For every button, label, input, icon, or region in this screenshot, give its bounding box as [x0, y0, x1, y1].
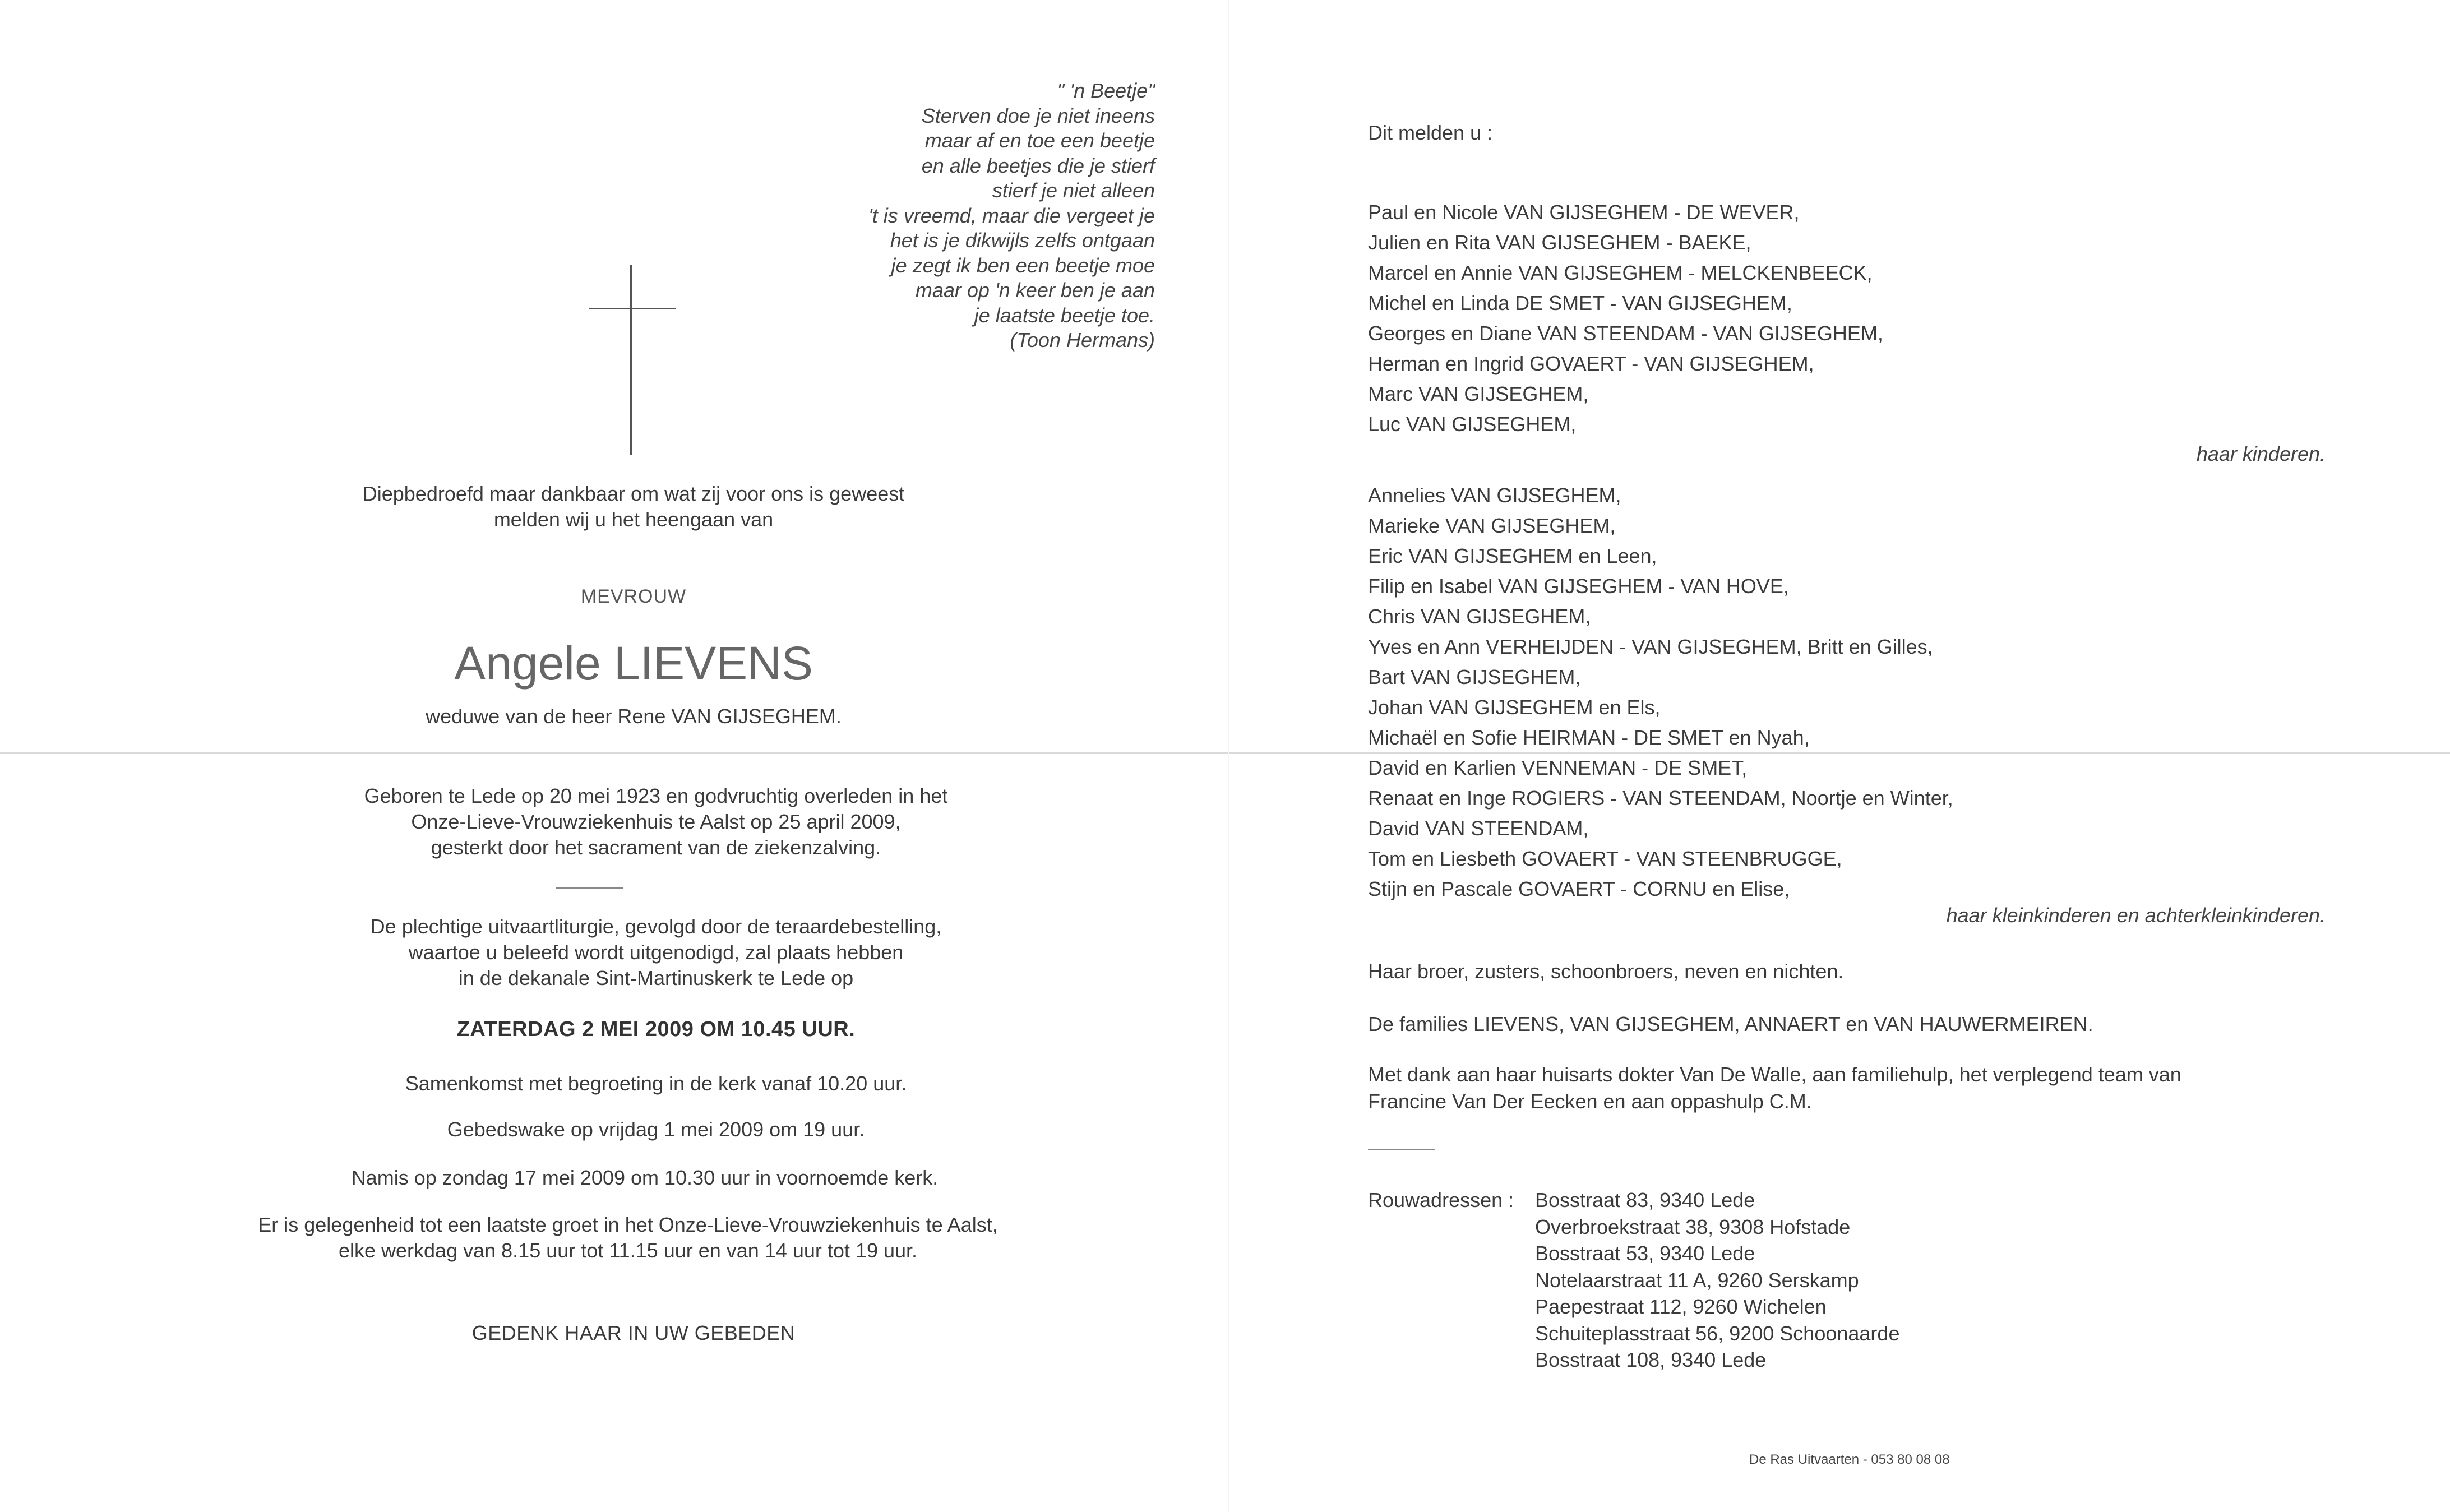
list-item: Marc VAN GIJSEGHEM, — [1368, 382, 1589, 405]
remember-text: GEDENK HAAR IN UW GEBEDEN — [471, 1321, 796, 1344]
separator — [556, 887, 623, 889]
list-item: Michel en Linda DE SMET - VAN GIJSEGHEM, — [1368, 292, 1792, 315]
birth-line: Geboren te Lede op 20 mei 1923 en godvruchtig overleden in het — [364, 784, 948, 807]
address-line: Overbroekstraat 38, 9308 Hofstade — [1535, 1215, 1851, 1238]
liturgy-line: waartoe u beleefd wordt uitgenodigd, zal plaats hebben — [408, 941, 904, 964]
list-item: Michaël en Sofie HEIRMAN - DE SMET en Nyah, — [1368, 726, 1810, 749]
list-item: Eric VAN GIJSEGHEM en Leen, — [1368, 544, 1657, 567]
prayer-vigil-text: Gebedswake op vrijdag 1 mei 2009 om 19 uur. — [447, 1118, 865, 1141]
list-item: Annelies VAN GIJSEGHEM, — [1368, 484, 1621, 507]
grandchildren-label: haar kleinkinderen en achterkleinkinderen. — [1946, 904, 2326, 927]
mourning-addresses-label: Rouwadressen : — [1368, 1189, 1514, 1212]
thanks-line: Francine Van Der Eecken en aan oppashulp C.M. — [1368, 1090, 1812, 1113]
address-line: Bosstraat 108, 9340 Lede — [1535, 1348, 1767, 1371]
birth-death-text — [224, 783, 1088, 861]
poem-line: " 'n Beetje" — [1057, 79, 1155, 102]
children-list — [1368, 197, 1883, 440]
siblings-line: Haar broer, zusters, schoonbroers, neven en nichten. — [1368, 960, 1844, 983]
memorial-mass-text: Namis op zondag 17 mei 2009 om 10.30 uur in voornoemde kerk. — [351, 1166, 939, 1189]
poem-line: 't is vreemd, maar die vergeet je — [868, 204, 1155, 227]
intro-line: Diepbedroefd maar dankbaar om wat zij voor ons is geweest — [362, 482, 905, 505]
list-item: Herman en Ingrid GOVAERT - VAN GIJSEGHEM, — [1368, 352, 1814, 375]
poem-line: stierf je niet alleen — [992, 179, 1155, 202]
liturgy-line: in de dekanale Sint-Martinuskerk te Lede op — [458, 967, 854, 989]
list-item: Tom en Liesbeth GOVAERT - VAN STEENBRUGGE, — [1368, 847, 1842, 870]
poem-line: en alle beetjes die je stierf — [921, 154, 1155, 177]
poem-line: je laatste beetje toe. — [974, 303, 1155, 327]
families-line: De families LIEVENS, VAN GIJSEGHEM, ANNAERT en VAN HAUWERMEIREN. — [1368, 1012, 2093, 1035]
list-item: Filip en Isabel VAN GIJSEGHEM - VAN HOVE, — [1368, 575, 1789, 598]
children-label: haar kinderen. — [2196, 442, 2326, 465]
list-item: Johan VAN GIJSEGHEM en Els, — [1368, 696, 1661, 719]
address-line: Schuiteplasstraat 56, 9200 Schoonaarde — [1535, 1321, 1900, 1345]
thanks-line: Met dank aan haar huisarts dokter Van De Walle, aan familiehulp, het verplegend team van — [1368, 1063, 2181, 1086]
list-item: David VAN STEENDAM, — [1368, 817, 1589, 840]
poem-line: maar op 'n keer ben je aan — [915, 279, 1155, 302]
funeral-home-footer: De Ras Uitvaarten - 053 80 08 08 — [1749, 1452, 1950, 1467]
list-item: Stijn en Pascale GOVAERT - CORNU en Elise, — [1368, 877, 1790, 900]
birth-line: gesterkt door het sacrament van de ziekenzalving. — [431, 836, 881, 859]
farewell-line: elke werkdag van 8.15 uur tot 11.15 uur en van 14 uur tot 19 uur. — [338, 1239, 918, 1262]
liturgy-text — [224, 914, 1088, 991]
gathering-text: Samenkomst met begroeting in de kerk vanaf 10.20 uur. — [405, 1072, 907, 1095]
poem-line: het is je dikwijls zelfs ontgaan — [890, 229, 1155, 252]
poem — [650, 78, 1155, 353]
list-item: Marcel en Annie VAN GIJSEGHEM - MELCKENBEECK, — [1368, 261, 1873, 284]
list-item: Georges en Diane VAN STEENDAM - VAN GIJSEGHEM, — [1368, 322, 1883, 345]
grandchildren-list — [1368, 480, 1953, 904]
address-line: Bosstraat 53, 9340 Lede — [1535, 1242, 1755, 1265]
poem-author: (Toon Hermans) — [1010, 329, 1155, 352]
address-line: Notelaarstraat 11 A, 9260 Serskamp — [1535, 1268, 1859, 1292]
announcement-heading: Dit melden u : — [1368, 121, 1493, 144]
list-item: Julien en Rita VAN GIJSEGHEM - BAEKE, — [1368, 231, 1751, 254]
list-item: Marieke VAN GIJSEGHEM, — [1368, 514, 1616, 537]
poem-line: Sterven doe je niet ineens — [921, 104, 1155, 127]
farewell-line: Er is gelegenheid tot een laatste groet in het Onze-Lieve-Vrouwziekenhuis te Aalst, — [258, 1213, 998, 1236]
address-line: Bosstraat 83, 9340 Lede — [1535, 1189, 1755, 1212]
list-item: Yves en Ann VERHEIJDEN - VAN GIJSEGHEM, Britt en Gilles, — [1368, 635, 1933, 658]
poem-line: maar af en toe een beetje — [924, 129, 1155, 152]
liturgy-line: De plechtige uitvaartliturgie, gevolgd door de teraardebestelling, — [370, 915, 942, 938]
poem-line: je zegt ik ben een beetje moe — [891, 253, 1155, 277]
widow-line: weduwe van de heer Rene VAN GIJSEGHEM. — [426, 705, 842, 728]
center-fold — [1228, 0, 1229, 1512]
list-item: David en Karlien VENNEMAN - DE SMET, — [1368, 756, 1748, 779]
list-item: Paul en Nicole VAN GIJSEGHEM - DE WEVER, — [1368, 201, 1800, 224]
funeral-date: ZATERDAG 2 MEI 2009 OM 10.45 UUR. — [456, 1018, 856, 1041]
farewell-text — [168, 1212, 1088, 1264]
list-item: Chris VAN GIJSEGHEM, — [1368, 605, 1591, 628]
list-item: Bart VAN GIJSEGHEM, — [1368, 665, 1581, 688]
intro-text — [314, 481, 953, 533]
deceased-name: Angele LIEVENS — [454, 637, 813, 690]
title-mevrouw: MEVROUW — [580, 586, 687, 607]
list-item: Luc VAN GIJSEGHEM, — [1368, 413, 1577, 436]
list-item: Renaat en Inge ROGIERS - VAN STEENDAM, Noortje en Winter, — [1368, 787, 1953, 810]
thanks-text — [1368, 1061, 2181, 1115]
address-line: Paepestraat 112, 9260 Wichelen — [1535, 1295, 1827, 1318]
separator — [1368, 1149, 1435, 1150]
birth-line: Onze-Lieve-Vrouwziekenhuis te Aalst op 25 april 2009, — [411, 810, 901, 833]
fold-line — [0, 752, 2450, 754]
cross-icon-bar — [589, 308, 676, 309]
intro-line: melden wij u het heengaan van — [493, 508, 774, 531]
mourning-addresses — [1535, 1187, 1899, 1374]
cross-icon — [630, 265, 632, 455]
